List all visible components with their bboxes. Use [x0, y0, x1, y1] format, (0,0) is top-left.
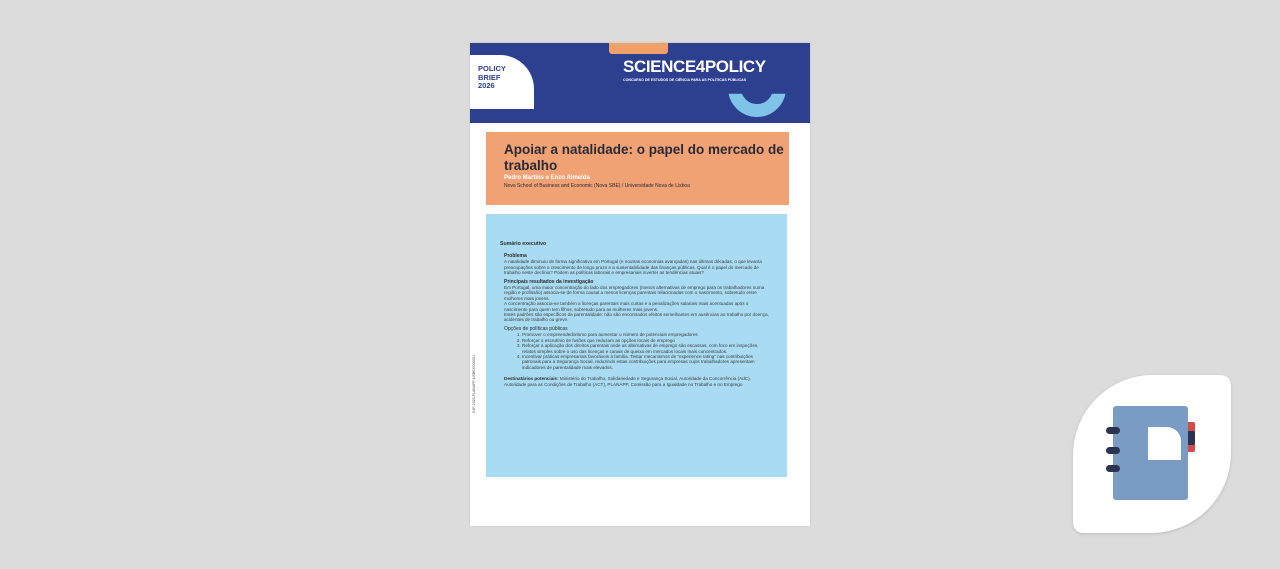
policy-option: 3. Reforçar a aplicação dos direitos parentais onde as alternativas de emprego são escassas, com foco em inspeções, relatos simples sobre o uso das licenças e canais de queixa em mercados locais mais concentrados.	[522, 343, 770, 354]
program-subtitle: CONCURSO DE ESTUDOS DE CIÊNCIA PARA AS POLÍTICAS PÚBLICAS	[623, 78, 747, 82]
problem-heading: Problema	[504, 253, 527, 259]
affiliation: Nova School of Business and Economic (Nova SBE) / Universidade Nova de Lisboa	[504, 183, 690, 189]
policy-options-list	[504, 332, 770, 370]
document-title: Apoiar a natalidade: o papel do mercado de trabalho	[504, 142, 784, 173]
targets-text: Ministério do Trabalho, Solidariedade e Segurança Social, Autoridade da Concorrência (AdC), Autoridade para as Condições de Trabalho (ACT), PLANAPP, Comissão para a Igualdade no Trabalho e no Emprego	[504, 376, 751, 387]
header-accent-tab	[609, 43, 668, 54]
summary-body	[504, 254, 770, 387]
options-heading: Opções de políticas públicas	[504, 325, 568, 332]
notebook-cutout	[1148, 427, 1181, 460]
notebook-app-icon[interactable]	[1073, 375, 1231, 533]
authors: Pedro Martins e Enzo Almeida	[504, 175, 590, 181]
policy-option: 4. Incentivar práticas empresariais favoráveis à família. Testar mecanismos de "experience rating" nas contribuições patronais para a Segurança Social, reduzindo estas contribuições para empresas cujos trabalhadores apresentam indicadores de parentalidade mais elevados.	[522, 354, 770, 370]
targets-heading: Destinatários potenciais:	[504, 376, 559, 382]
policy-option: 1. Promover o empreendedorismo para aumentar o número de potenciais empregadores	[522, 332, 770, 337]
results-paragraph: Estes padrões são específicos da parentalidade: não são encontrados efeitos semelhantes em ausências ao trabalho por doença, acidentes de trabalho ou greve.	[504, 312, 769, 323]
program-title: SCIENCE4POLICY	[623, 57, 766, 76]
results-paragraph: A concentração associa-se também a licenças parentais mais curtas e a penalizações salariais mais acentuadas após o nascimento para quem tem filhos, sobretudo para as mulheres mais jovens.	[504, 301, 749, 312]
brief-header	[470, 43, 810, 123]
policy-brief-page	[470, 43, 810, 526]
problem-text: A natalidade diminuiu de forma significativa em Portugal (e noutras economias avançadas) nas últimas décadas, o que levanta preocupações sobre o crescimento de longo prazo e a sustentabilidade das finanças públicas. Qual é o papel do mercado de trabalho neste declínio? Podem as políticas laborais e empresariais inverter as tendências atuais?	[504, 259, 762, 276]
notebook-icon	[1073, 375, 1231, 533]
summary-heading: Sumário executivo	[500, 241, 547, 247]
notebook-ring	[1106, 427, 1120, 434]
notebook-ring	[1106, 447, 1120, 454]
results-paragraph: Em Portugal, uma maior concentração do lado dos empregadores (menos alternativas de emprego para os trabalhadores numa região e profissão) associa-se de forma causal a menos licenças parentais relacionadas com o nascimento, sobretudo entre mulheres mais jovens.	[504, 285, 765, 301]
executive-summary-box	[486, 214, 787, 477]
side-reference-code: S4P-2026-PLANAPP-NSBE/0000001	[472, 354, 476, 413]
target-audience	[504, 376, 770, 387]
results-heading: Principais resultados da investigação	[504, 278, 594, 285]
policy-option: 2. Reforçar o escrutínio de fusões que reduzam as opções locais de emprego	[522, 338, 770, 343]
policy-brief-label: POLICY BRIEF 2026	[478, 64, 506, 90]
title-box	[486, 132, 789, 205]
notebook-ring	[1106, 465, 1120, 472]
